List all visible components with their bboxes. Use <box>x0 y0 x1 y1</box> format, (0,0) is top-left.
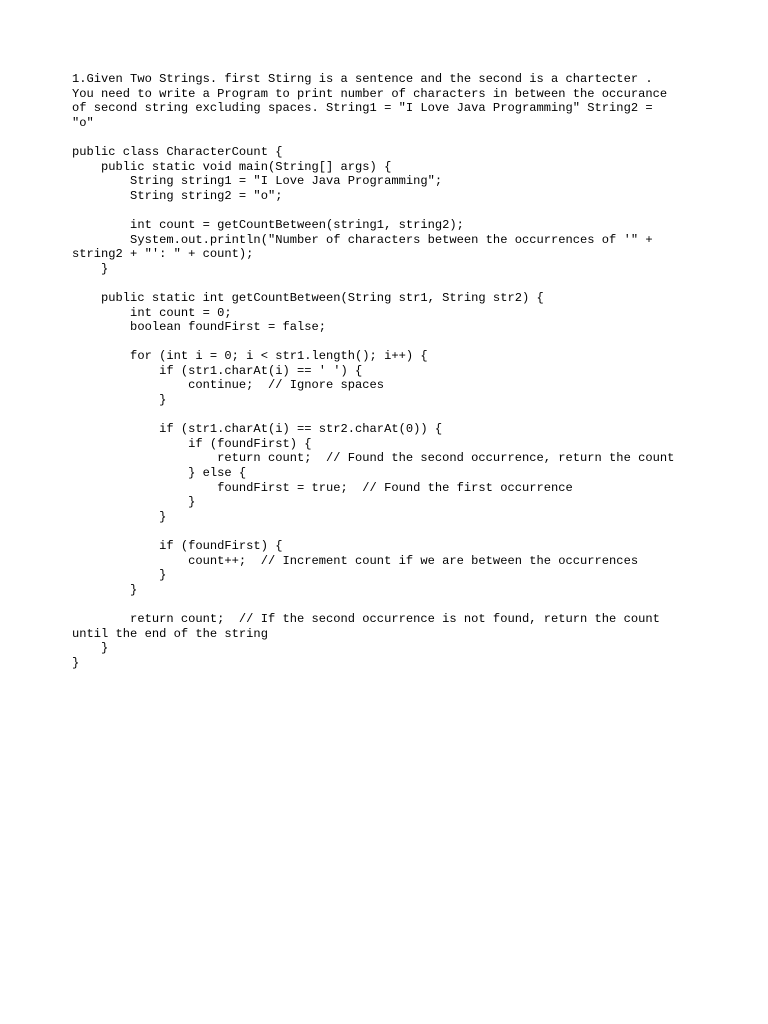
code-line: if (foundFirst) { <box>72 436 312 451</box>
code-line: boolean foundFirst = false; <box>72 320 327 335</box>
blank-line <box>72 203 702 218</box>
code-line: String string1 = "I Love Java Programming"; <box>72 174 443 189</box>
blank-line <box>72 335 702 350</box>
code-line: continue; // Ignore spaces <box>72 378 385 393</box>
code-line: } <box>72 495 196 510</box>
code-line: } <box>72 393 167 408</box>
text-line: of second string excluding spaces. String1 = "I Love Java Programming" String2 = <box>72 101 653 116</box>
code-line: count++; // Increment count if we are between the occurrences <box>72 553 639 568</box>
code-line: String string2 = "o"; <box>72 188 283 203</box>
code-line: if (foundFirst) { <box>72 539 283 553</box>
code-line: } <box>72 509 167 524</box>
code-line: return count; // Found the second occurrence, return the count <box>72 451 675 466</box>
code-line: if (str1.charAt(i) == str2.charAt(0)) { <box>72 422 443 437</box>
code-line: } <box>72 568 167 583</box>
code-line: } <box>72 655 80 670</box>
code-line: int count = getCountBetween(string1, string2); <box>72 217 464 232</box>
code-line: public class CharacterCount { <box>72 144 283 159</box>
blank-line <box>72 597 702 612</box>
code-line: if (str1.charAt(i) == ' ') { <box>72 363 363 378</box>
code-line: return count; // If the second occurrence is not found, return the count <box>72 611 660 626</box>
code-line: System.out.println("Number of characters between the occurrences of '" + <box>72 232 653 247</box>
blank-line <box>72 130 702 145</box>
code-line: foundFirst = true; // Found the first occurrence <box>72 480 573 495</box>
code-line: until the end of the string <box>72 626 268 641</box>
code-line: } <box>72 261 109 276</box>
code-line: string2 + "': " + count); <box>72 247 254 262</box>
code-line: } <box>72 641 109 656</box>
code-line: int count = 0; <box>72 305 232 320</box>
text-line: You need to write a Program to print number of characters in between the occurance <box>72 86 668 101</box>
code-line: public static int getCountBetween(String str1, String str2) { <box>72 290 544 305</box>
blank-line <box>72 408 702 423</box>
code-line: public static void main(String[] args) { <box>72 159 392 174</box>
blank-line <box>72 524 702 539</box>
code-line: for (int i = 0; i < str1.length(); i++) { <box>72 349 428 364</box>
text-line: 1.Given Two Strings. first Stirng is a sentence and the second is a chartecter . <box>72 72 653 86</box>
text-line: "o" <box>72 115 94 130</box>
code-line: } else { <box>72 466 247 481</box>
blank-line <box>72 276 702 291</box>
document-page <box>72 72 702 670</box>
code-line: } <box>72 582 138 597</box>
